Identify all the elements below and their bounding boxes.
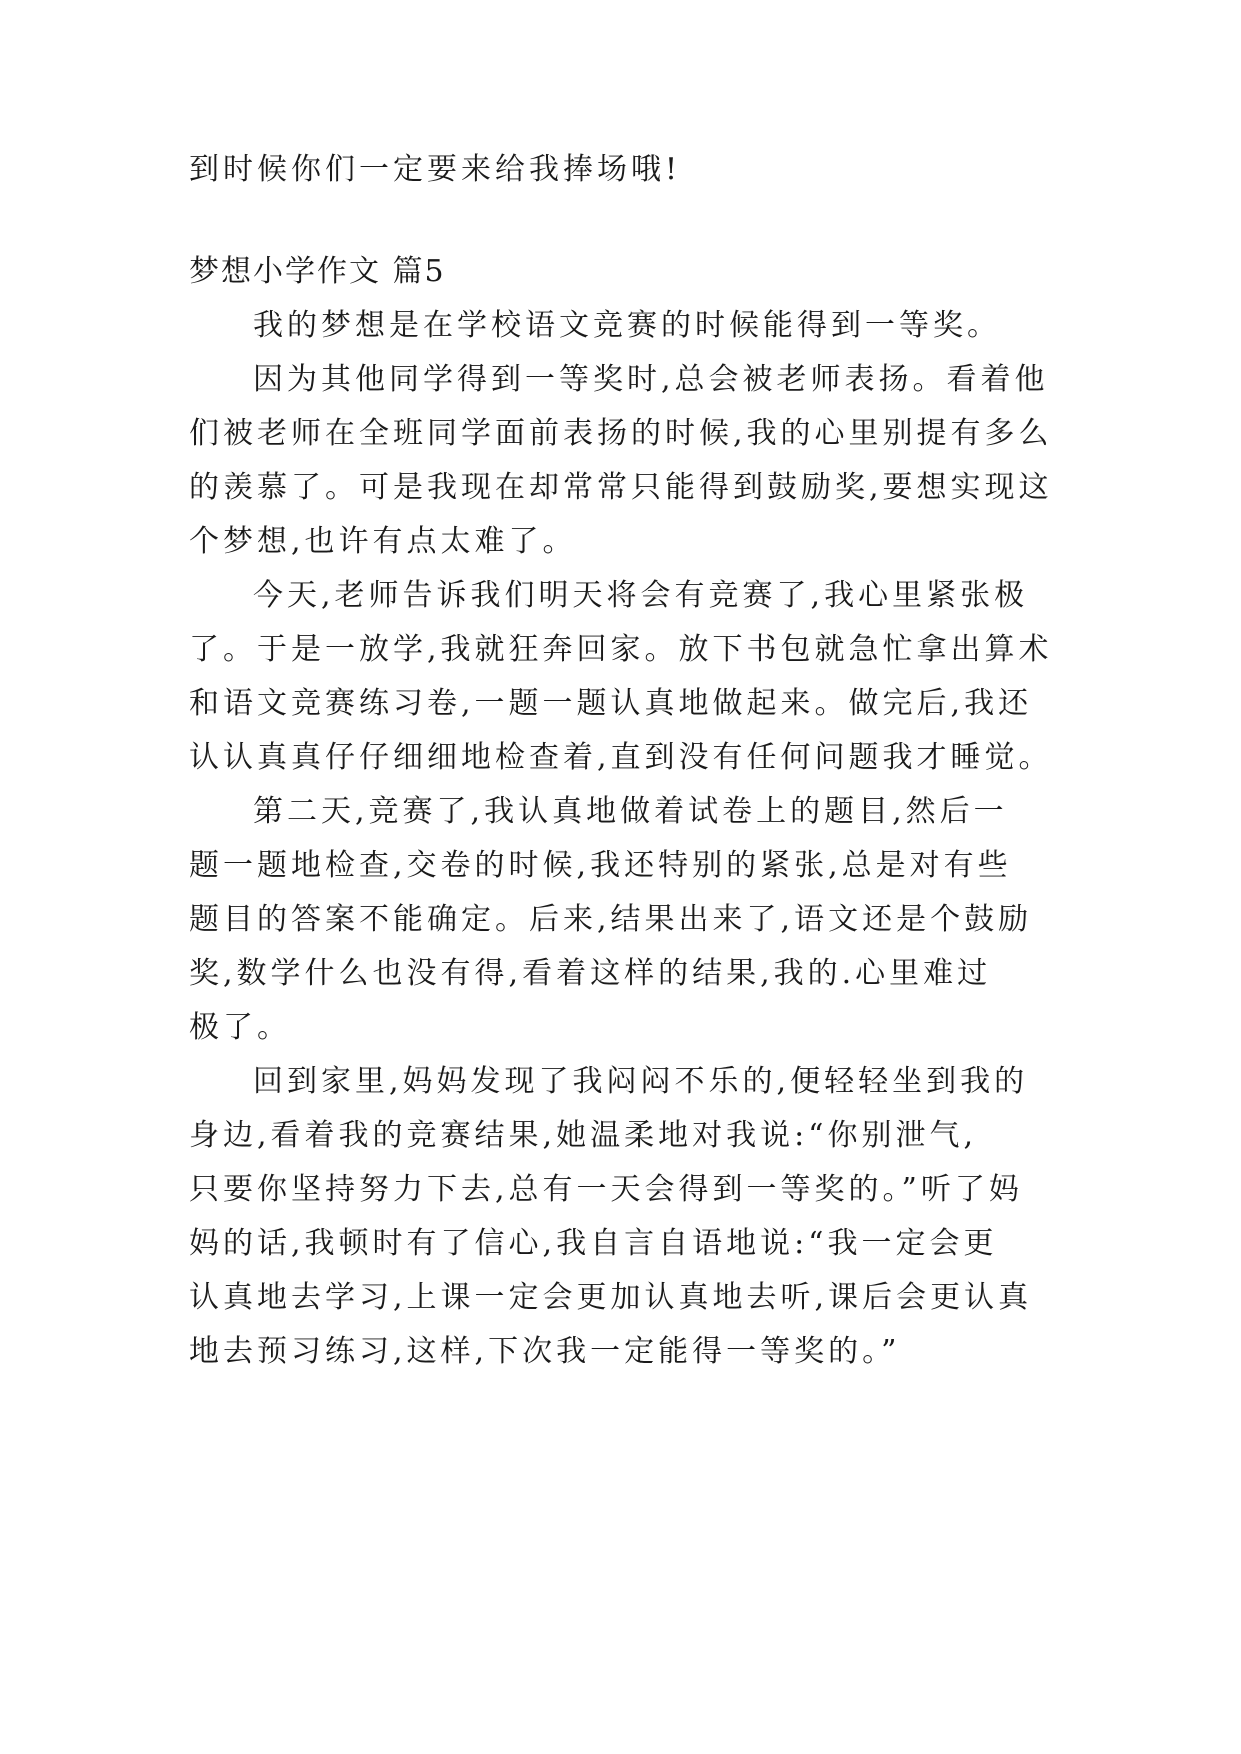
- paragraph-5-line-2: 身边,看着我的竞赛结果,她温柔地对我说:“你别泄气,: [189, 1118, 978, 1153]
- paragraph-3-line-3: 和语文竞赛练习卷,一题一题认真地做起来。做完后,我还: [189, 686, 1033, 721]
- paragraph-3-line-4: 认认真真仔仔细细地检查着,直到没有任何问题我才睡觉。: [189, 740, 1053, 775]
- text-line-continuation: 到时候你们一定要来给我捧场哦!: [189, 152, 682, 187]
- paragraph-3-line-2: 了。于是一放学,我就狂奔回家。放下书包就急忙拿出算术: [189, 632, 1053, 667]
- paragraph-5-line-4: 妈的话,我顿时有了信心,我自言自语地说:“我一定会更: [189, 1226, 998, 1261]
- paragraph-4-line-1: 第二天,竞赛了,我认真地做着试卷上的题目,然后一: [253, 794, 1008, 829]
- paragraph-2-line-2: 们被老师在全班同学面前表扬的时候,我的心里别提有多么: [189, 416, 1053, 451]
- paragraph-5-line-1: 回到家里,妈妈发现了我闷闷不乐的,便轻轻坐到我的: [253, 1064, 1029, 1099]
- paragraph-2-line-4: 个梦想,也许有点太难了。: [189, 524, 577, 559]
- section-title: 梦想小学作文 篇5: [189, 254, 446, 289]
- paragraph-5-line-6: 地去预习练习,这样,下次我一定能得一等奖的。”: [189, 1334, 901, 1369]
- paragraph-4-line-5: 极了。: [189, 1010, 291, 1045]
- paragraph-4-line-3: 题目的答案不能确定。后来,结果出来了,语文还是个鼓励: [189, 902, 1033, 937]
- paragraph-5-line-5: 认真地去学习,上课一定会更加认真地去听,课后会更认真: [189, 1280, 1033, 1315]
- paragraph-5-line-3: 只要你坚持努力下去,总有一天会得到一等奖的。”听了妈: [189, 1172, 1023, 1207]
- paragraph-2-line-3: 的羡慕了。可是我现在却常常只能得到鼓励奖,要想实现这: [189, 470, 1053, 505]
- paragraph-1-line-1: 我的梦想是在学校语文竞赛的时候能得到一等奖。: [253, 308, 1001, 343]
- paragraph-4-line-2: 题一题地检查,交卷的时候,我还特别的紧张,总是对有些: [189, 848, 1012, 883]
- paragraph-3-line-1: 今天,老师告诉我们明天将会有竞赛了,我心里紧张极: [253, 578, 1029, 613]
- paragraph-2-line-1: 因为其他同学得到一等奖时,总会被老师表扬。看着他: [253, 362, 1049, 397]
- paragraph-4-line-4: 奖,数学什么也没有得,看着这样的结果,我的.心里难过: [189, 956, 992, 991]
